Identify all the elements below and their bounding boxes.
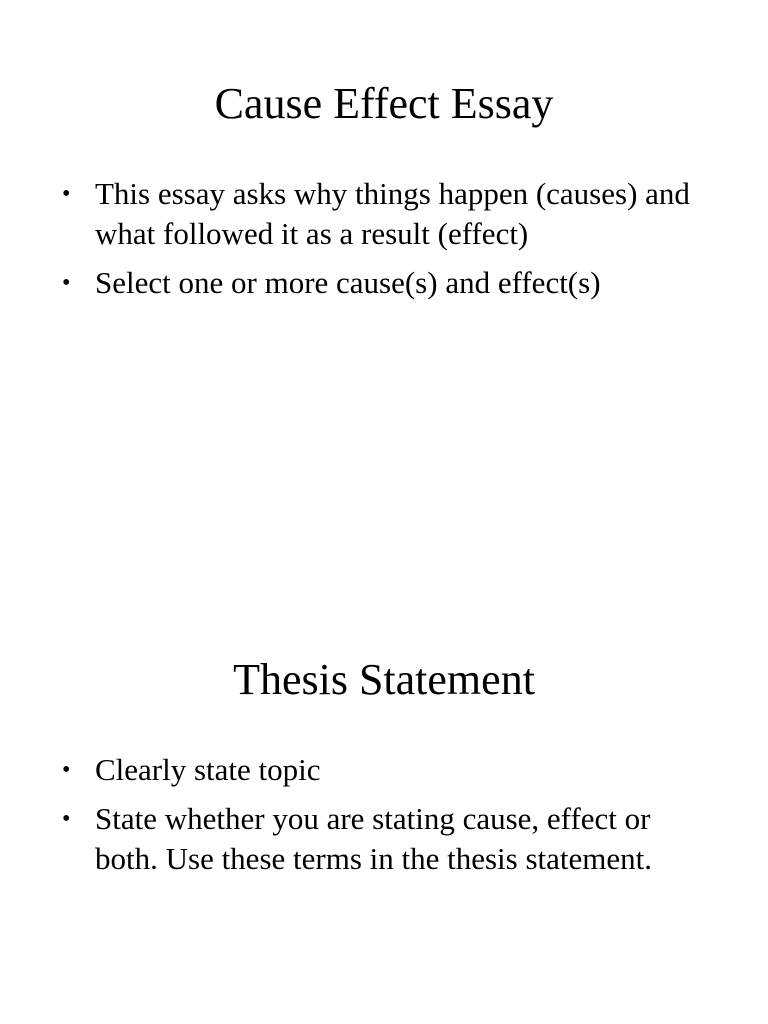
bullet-text: Clearly state topic [95,752,321,787]
bullet-icon: • [62,806,71,832]
bullet-text: This essay asks why things happen (causes) and what followed it as a result (effect) [95,176,690,251]
bullet-text: Select one or more cause(s) and effect(s) [95,265,601,300]
bullet-icon: • [62,181,71,207]
slide-title: Thesis Statement [233,655,535,704]
bullet-item [62,174,712,254]
slide-title: Cause Effect Essay [214,79,554,128]
bullet-list [62,174,712,312]
bullet-text: State whether you are stating cause, effect or both. Use these terms in the thesis statement. [95,801,653,876]
bullet-item [62,750,712,790]
bullet-icon: • [62,270,71,296]
bullet-item [62,263,712,303]
bullet-list [62,750,712,888]
bullet-item [62,799,712,879]
bullet-icon: • [62,757,71,783]
slide-thesis-statement [0,512,768,1024]
